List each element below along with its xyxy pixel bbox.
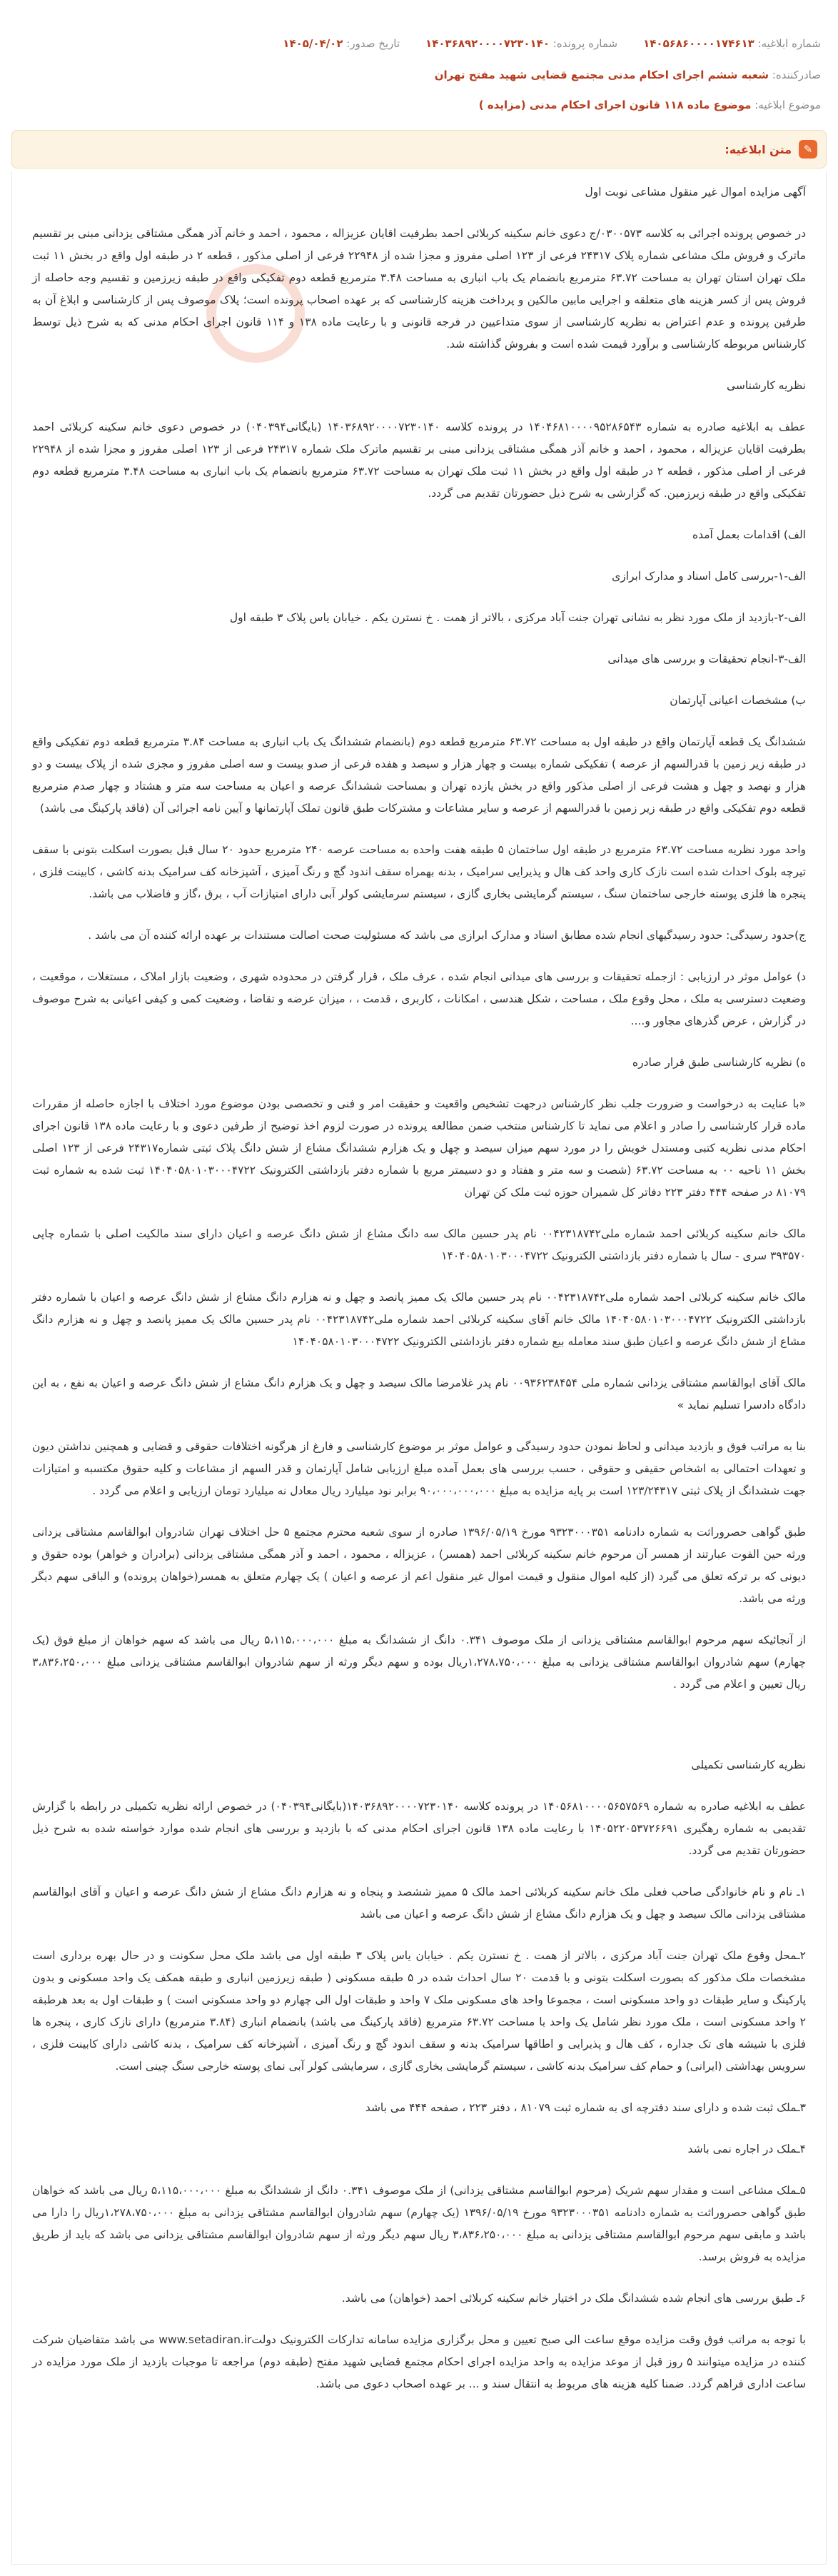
notice-subject: موضوع ابلاغیه: موضوع ماده ۱۱۸ قانون اجرای احکام مدنی (مزایده ) <box>478 99 821 111</box>
paragraph: ۲ـمحل وقوع ملک تهران جنت آباد مرکزی ، بالاتر از همت . خ نسترن یکم . خیابان یاس پلاک ۳ طبقه اول می باشد ملک محل سکونت و در حال بهره برداری است مشخصات ملک مذکور که بصورت اسکلت بتونی و با قدمت ۲۰ سال احداث شده در ۵ طبقه مسکونی ( طبقه زیرزمین انباری و طبقه همکف یک واحد مسکونی و بدون پارکینگ و سایر طبقات دو واحد مسکونی است ، مجموعا واحد های مسکونی ملک ۷ واحد و طبقات اول الی چهارم دو واحد مسکونی است ) و طبقات اول به بعد هرطبقه ۲ واحد مسکونی است ، ملک مورد نظر شامل یک واحد با مساحت ۶۳.۷۲ مترمربع (فاقد پارکینگ می باشد) بانضمام انباری (۳.۸۴ مترمربع) دارای نازک کاری ، پنجره ها فلزی با شیشه های تک جداره ، کف هال و پذیرایی و اطاقها سرامیک بدنه و سقف اندود گچ و رنگ آمیزی ، آشپزخانه کف سرامیک ، بدنه کاشی دارای کابینت فلزی ، سرویس بهداشتی (ایرانی) و حمام کف سرامیک بدنه کاشی ، سیستم گرمایشی بخاری گازی ، سرمایشی کولر آبی نمای پوسته خارجی سنگ چینی است. <box>32 1949 807 2073</box>
paragraph: ۶ـ طبق بررسی های انجام شده ششدانگ ملک در اختیار خانم سکینه کربلائی احمد (خواهان) می باشد. <box>341 2292 806 2305</box>
notice-body-text <box>32 181 806 2415</box>
paragraph: عطف به ابلاغیه صادره به شماره ۱۴۰۴۶۸۱۰۰۰۰۹۵۲۸۶۵۴۳ در پرونده کلاسه ۱۴۰۳۶۸۹۲۰۰۰۰۷۲۳۰۱۴۰ (بایگانی۰۴۰۳۹۴) در خصوص دعوی خانم سکینه کربلائی احمد بطرفیت اقایان عزیزاله ، محمود ، احمد و خانم آذر همگی مشتاقی یزدانی مبنی بر تقسیم ماترک ملک شماره ۲۴۳۱۷ فرعی از ۱۲۳ اصلی مفروز و مجزا شده از ۲۲۹۴۸ فرعی از اصلی مذکور ، قطعه ۲ در طبقه اول واقع در بخش ۱۱ ثبت ملک تهران به مساحت ۶۳.۷۲ مترمربع بانضمام یک باب انباری به مساحت ۳.۴۸ مترمربع قطعه دوم تفکیکی واقع در طبقه زیرزمین. که گزارشی به شرح ذیل حضورتان تقدیم می گردد. <box>32 421 807 500</box>
paragraph: ۴ـملک در اجاره نمی باشد <box>687 2143 806 2155</box>
notice-number: شماره ابلاغیه: ۱۴۰۵۶۸۶۰۰۰۰۱۷۴۶۱۳ <box>643 37 821 50</box>
case-number: شماره پرونده: ۱۴۰۳۶۸۹۲۰۰۰۰۷۲۳۰۱۴۰ <box>425 37 618 50</box>
paragraph: طبق گواهی حصروراثت به شماره دادنامه ۹۳۲۳۰۰۰۳۵۱ مورخ ۱۳۹۶/۰۵/۱۹ صادره از سوی شعبه محترم مجتمع ۵ حل اختلاف تهران شادروان ابوالقاسم مشتاقی یزدانی ورثه حین الفوت عبارتند از همسر آن مرحوم خانم سکینه کربلائی احمد (همسر) ، عزیزاله ، محمود ، احمد و آذر همگی مشتاقی یزدانی (برادران و خواهر) بوده حقوق و دیونی که بر ترکه تعلق می گیرد (از کلیه اموال منقول و قیمت اموال غیر منقول اعم از عرصه و اعیان ) یک چهارم متعلق به همسر(خواهان پرونده) و الباقی سهم دیگر ورثه می باشد. <box>32 1526 806 1605</box>
paragraph: د) عوامل موثر در ارزیابی : ازجمله تحقیقات و بررسی های میدانی انجام شده ، عرف ملک ، قرار گرفتن در محدوده شهری ، وضعیت بازار املاک ، مستغلات ، موقعیت ، وضعیت دسترسی به ملک ، محل وقوع ملک ، مساحت ، شکل هندسی ، امکانات ، کاربری ، قدمت ، ، میزان عرضه و تقاضا ، وضعیت کمی و کیفی اعیانی به شرح موصوف در گزارش ، عرض گذرهای مجاور و.... <box>32 970 806 1027</box>
notice-body <box>11 171 827 2565</box>
notice-text-header <box>11 130 827 168</box>
paragraph: مالک آقای ابوالقاسم مشتاقی یزدانی شماره ملی ۰۰۹۳۶۲۳۸۴۵۴ نام پدر غلامرضا مالک سیصد و چهل و یک هزارم دانگ مشاع از شش دانگ عرصه و اعیان به نفع ، به این دادگاه دادسرا تسلیم نماید » <box>32 1377 806 1412</box>
issue-date: تاریخ صدور: ۱۴۰۵/۰۴/۰۲ <box>283 37 400 50</box>
paragraph: ج)حدود رسیدگی: حدود رسیدگیهای انجام شده مطابق اسناد و مدارک ابرازی می باشد که مسئولیت صحت اصالت مستندات بر عهده ارائه کننده آن می باشد . <box>88 929 806 942</box>
paragraph: ۱ـ نام و نام خانوادگی صاحب فعلی ملک خانم سکینه کربلائی احمد مالک ۵ ممیز ششصد و پنجاه و نه هزارم دانگ مشاع از شش دانگ عرصه و اعیان و آقای ابوالقاسم مشتاقی یزدانی مالک سیصد و چهل و یک هزارم دانگ مشاع از شش دانگ عرصه و اعیان می باشد <box>32 1886 806 1921</box>
notice-text-title: متن ابلاغیه: <box>725 142 792 156</box>
issuer: صادرکننده: شعبه ششم اجرای احکام مدنی مجتمع قضایی شهید مفتح تهران <box>434 69 821 81</box>
paragraph: «با عنایت به درخواست و ضرورت جلب نظر کارشناس درجهت تشخیص واقعیت و حقیقت امر و فنی و تخصصی بودن موضوع مورد اختلاف با اجازه حاصله از مقررات ماده قرار کارشناسی را صادر و اعلام می نماید تا کارشناس منتخب ضمن مطالعه پرونده در صورت لزوم اخذ توضیح از طرفین دعوی و با رعایت ماده ۱۳۸ قانون اجرای احکام مدنی نظریه کتبی ومستدل خویش را در مورد سهم میزان سیصد و چهل و یک هزارم ششدانگ مشاع از شش دانگ پلاک ثبتی شماره۲۴۳۱۷ فرعی از ۱۲۳ اصلی بخش ۱۱ ناحیه ۰۰ به مساحت ۶۳.۷۲ (شصت و سه متر و هفتاد و دو دسیمتر مربع با شماره دفتر بازداشتی الکترونیک ۱۴۰۴۰۵۸۰۱۰۳۰۰۰۴۷۲۲ ثبت شده به شماره ثبت ۸۱۰۷۹ در صفحه ۴۴۴ دفتر ۲۲۳ دفاتر کل شمیران حوزه ثبت ملک کن تهران <box>32 1097 807 1199</box>
meta-row-numbers <box>17 37 821 50</box>
paragraph: الف-۱-بررسی کامل اسناد و مدارک ابرازی <box>612 570 806 583</box>
paragraph: عطف به ابلاغیه صادره به شماره ۱۴۰۵۶۸۱۰۰۰۰۵۶۵۷۵۶۹ در پرونده کلاسه ۱۴۰۳۶۸۹۲۰۰۰۰۷۲۳۰۱۴۰(بایگانی۰۴۰۳۹۴) در خصوص ارائه نظریه تکمیلی در رابطه با گزارش تقدیمی به شماره رهگیری ۱۴۰۵۲۲۰۵۳۷۲۶۶۹۱ با رعایت ماده ۱۳۸ قانون اجرای احکام مدنی که با بازدید و بررسی های انجام شده موارد خواسته شده به شرح ذیل حضورتان تقدیم می گردد. <box>32 1800 806 1857</box>
section-heading: نظریه کارشناسی <box>726 379 806 392</box>
paragraph: مالک خانم سکینه کربلائی احمد شماره ملی۰۰۴۲۳۱۸۷۴۲ نام پدر حسین مالک یک ممیز پانصد و چهل و نه هزارم دانگ مشاع از شش دانگ عرصه و اعیان با شماره دفتر بازداشتی الکترونیک ۱۴۰۴۰۵۸۰۱۰۳۰۰۰۴۷۲۲ مالک خانم آقای سکینه کربلائی احمد شماره ملی۰۰۴۲۳۱۸۷۴۲ نام پدر حسین مالک یک ممیز پانصد و چهل و نه هزارم دانگ مشاع از شش دانگ عرصه و اعیان طبق سند معامله بیع شماره دفتر بازداشتی الکترونیک ۱۴۰۴۰۵۸۰۱۰۳۰۰۰۴۷۲۲ <box>32 1291 807 1348</box>
notice-meta <box>0 0 838 111</box>
paragraph: مالک خانم سکینه کربلائی احمد شماره ملی۰۰۴۲۳۱۸۷۴۲ نام پدر حسین مالک سه دانگ مشاع از شش دانگ عرصه و اعیان دارای سند مالکیت اصلی با شماره چاپی ۳۹۳۵۷۰ سری - سال با شماره دفتر بازداشتی الکترونیک ۱۴۰۴۰۵۸۰۱۰۳۰۰۰۴۷۲۲ <box>32 1227 807 1262</box>
paragraph: الف-۳-انجام تحقیقات و بررسی های میدانی <box>607 653 806 665</box>
paragraph: در خصوص پرونده اجرائی به کلاسه ۰۳۰۰۵۷۳/ج دعوی خانم سکینه کربلائی احمد بطرفیت اقایان عزیزاله ، محمود ، احمد و خانم آذر همگی مشتاقی یزدانی مبنی بر تقسیم ماترک و فروش ملک مشاعی شماره پلاک ۲۴۳۱۷ فرعی از ۱۲۳ اصلی مفروز و مجزا شده از ۲۲۹۴۸ فرعی از اصلی مذکور ، قطعه ۲ در طبقه اول واقع در بخش ۱۱ ثبت ملک تهران استان تهران به مساحت ۶۳.۷۲ مترمربع بانضمام یک باب انباری به مساحت ۳.۴۸ مترمربع قطعه دوم تفکیکی واقع در طبقه زیرزمین و تقسیم وجه حاصله از فروش پس از کسر هزینه های متعلقه و اجرایی مابین مالکین و پرداخت هزینه کارشناسی که بر عهده اصحاب پرونده است؛ پلاک موصوف پس از کارشناسی و ابلاغ آن به طرفین پرونده و عدم اعتراض به نظریه کارشناسی از سوی متداعیین در فرجه قانونی و با رعایت ماده ۱۳۸ و ۱۱۴ قانون اجرای احکام مدنی که به شرح ذیل توسط کارشناس مربوطه کارشناسی و برآورد قیمت شده است و بفروش گذاشته شد. <box>32 227 807 351</box>
paragraph: با توجه به مراتب فوق وقت مزایده موقع ساعت الی صبح تعیین و محل برگزاری مزایده سامانه تدارکات الکترونیک دولتwww.setadiran.ir می باشد متقاضیان شرکت کننده در مزایده میتوانند ۵ روز قبل از موعد مزایده به واحد مزایده اجرای احکام مجتمع قضایی شهید مفتح (طبقه دوم) مراجعه تا موجبات بازدید از ملک مورد مزایده در ساعت اداری فراهم گردد. ضمنا کلیه هزینه های مربوط به انتقال سند و ... بر عهده اصحاب دعوی می باشد. <box>32 2333 806 2390</box>
paragraph: ششدانگ یک قطعه آپارتمان واقع در طبقه اول به مساحت ۶۳.۷۲ مترمربع قطعه دوم (بانضمام ششدانگ یک باب انباری به مساحت ۳.۸۴ مترمربع قطعه دوم تفکیکی واقع در طبقه زیر زمین با قدرالسهم از عرصه ) تفکیکی شماره بیست و چهار هزار و سیصد و هفده فرعی از صدو بیست و سه اصلی مفروز و مجزی شده از پلاک بیست و دو هزار و نهصد و چهل و هشت فرعی از اصلی مذکور واقع در بخش یازده تهران و بمساحت ششدانگ عرصه و اعیان به مساحت سه متر و هشتاد و چهار صدم مترمربع قطعه دوم تفکیکی واقع در طبقه زیر زمین با قدرالسهم از عرصه و سایر مشاعات و مشترکات طبق قانون تملک آپارتمانها و آیین نامه اجرائی آن (فاقد پارکینگ می باشد) <box>32 735 806 815</box>
note-icon: ✎ <box>799 140 817 159</box>
section-heading: ب) مشخصات اعیانی آپارتمان <box>670 694 806 707</box>
auction-title: آگهی مزایده اموال غیر منقول مشاعی نوبت اول <box>585 186 806 198</box>
paragraph: بنا به مراتب فوق و بازدید میدانی و لحاظ نمودن حدود رسیدگی و عوامل موثر بر موضوع کارشناسی و فارغ از هرگونه اختلافات حقوقی و قضایی و همچنین نداشتن دیون و تعهدات احتمالی به اشخاص حقیقی و حقوقی ، حسب بررسی های بعمل آمده مبلغ ارزیابی شامل آپارتمان و قدر السهم از مشاعات و کلیه حقوق مکتسبه و امتیازات جهت ششدانگ از پلاک ثبتی ۱۲۳/۲۴۳۱۷ است بر پایه مزایده به مبلغ ۹۰،۰۰۰،۰۰۰،۰۰۰ برابر نود میلیارد ریال معادل نه میلیارد تومان ارزیابی و اعلام می گردد . <box>32 1440 806 1497</box>
section-heading: ه) نظریه کارشناسی طبق قرار صادره <box>632 1056 806 1069</box>
paragraph: ۳ـملک ثبت شده و دارای سند دفترچه ای به شماره ثبت ۸۱۰۷۹ ، دفتر ۲۲۳ ، صفحه ۴۴۴ می باشد <box>365 2101 806 2114</box>
section-heading: نظریه کارشناسی تکمیلی <box>691 1759 806 1771</box>
spacer <box>32 1715 806 1754</box>
paragraph: الف-۲-بازدید از ملک مورد نظر به نشانی تهران جنت آباد مرکزی ، بالاتر از همت . خ نسترن یکم . خیابان یاس پلاک ۳ طبقه اول <box>229 611 806 624</box>
paragraph: واحد مورد نظریه مساحت ۶۳.۷۲ مترمربع در طبقه اول ساختمان ۵ طبقه هفت واحده به مساحت عرصه ۲۴۰ مترمربع حدود ۲۰ سال قبل بصورت اسکلت بتونی با سقف تیرچه بلوک احداث شده است نازک کاری واحد کف هال و پذیرایی سرامیک ، بدنه بهمراه سقف اندود گچ و رنگ آمیزی ، آشپزخانه کف سرامیک بدنه کاشی ، کابینت فلزی ، پنجره ها فلزی پوسته خارجی ساختمان سنگ ، سیستم گرمایشی بخاری گازی ، سیستم سرمایشی کولر آبی دارای امتیازات آب ، برق ،گاز و فاضلاب می باشد. <box>32 843 806 900</box>
paragraph: از آنجائیکه سهم مرحوم ابوالقاسم مشتاقی یزدانی از ملک موصوف ۰.۳۴۱ دانگ از ششدانگ به مبلغ ۵،۱۱۵،۰۰۰،۰۰۰ ریال می باشد که سهم خواهان از مبلغ فوق (یک چهارم) سهم شادروان ابوالقاسم مشتاقی یزدانی به مبلغ ۱،۲۷۸،۷۵۰،۰۰۰ریال بوده و سهم دیگر ورثه از سهم شادروان ابوالقاسم مشتاقی یزدانی مبلغ ۳،۸۳۶،۲۵۰،۰۰۰ ریال تعیین و اعلام می گردد . <box>32 1634 807 1691</box>
meta-row-issuer <box>17 69 821 81</box>
paragraph: ۵ـملک مشاعی است و مقدار سهم شریک (مرحوم ابوالقاسم مشتاقی یزدانی) از ملک موصوف ۰.۳۴۱ دانگ از ششدانگ به مبلغ ۵،۱۱۵،۰۰۰،۰۰۰ ریال می باشد که خواهان طبق گواهی حصروراثت به شماره دادنامه ۹۳۲۳۰۰۰۳۵۱ مورخ ۱۳۹۶/۰۵/۱۹ (یک چهارم) سهم شادروان ابوالقاسم مشتاقی یزدانی به مبلغ ۱،۲۷۸،۷۵۰،۰۰۰ریال را دارا می باشد و مابقی سهم مرحوم ابوالقاسم مشتاقی یزدانی به مبلغ ۳،۸۳۶،۲۵۰،۰۰۰ ریال سهم دیگر ورثه از سهم شادروان ابوالقاسم مشتاقی یزدانی می باشد که باید از طریق مزایده به فروش برسد. <box>32 2184 806 2263</box>
meta-row-subject <box>17 99 821 111</box>
section-heading: الف) اقدامات بعمل آمده <box>692 528 806 541</box>
